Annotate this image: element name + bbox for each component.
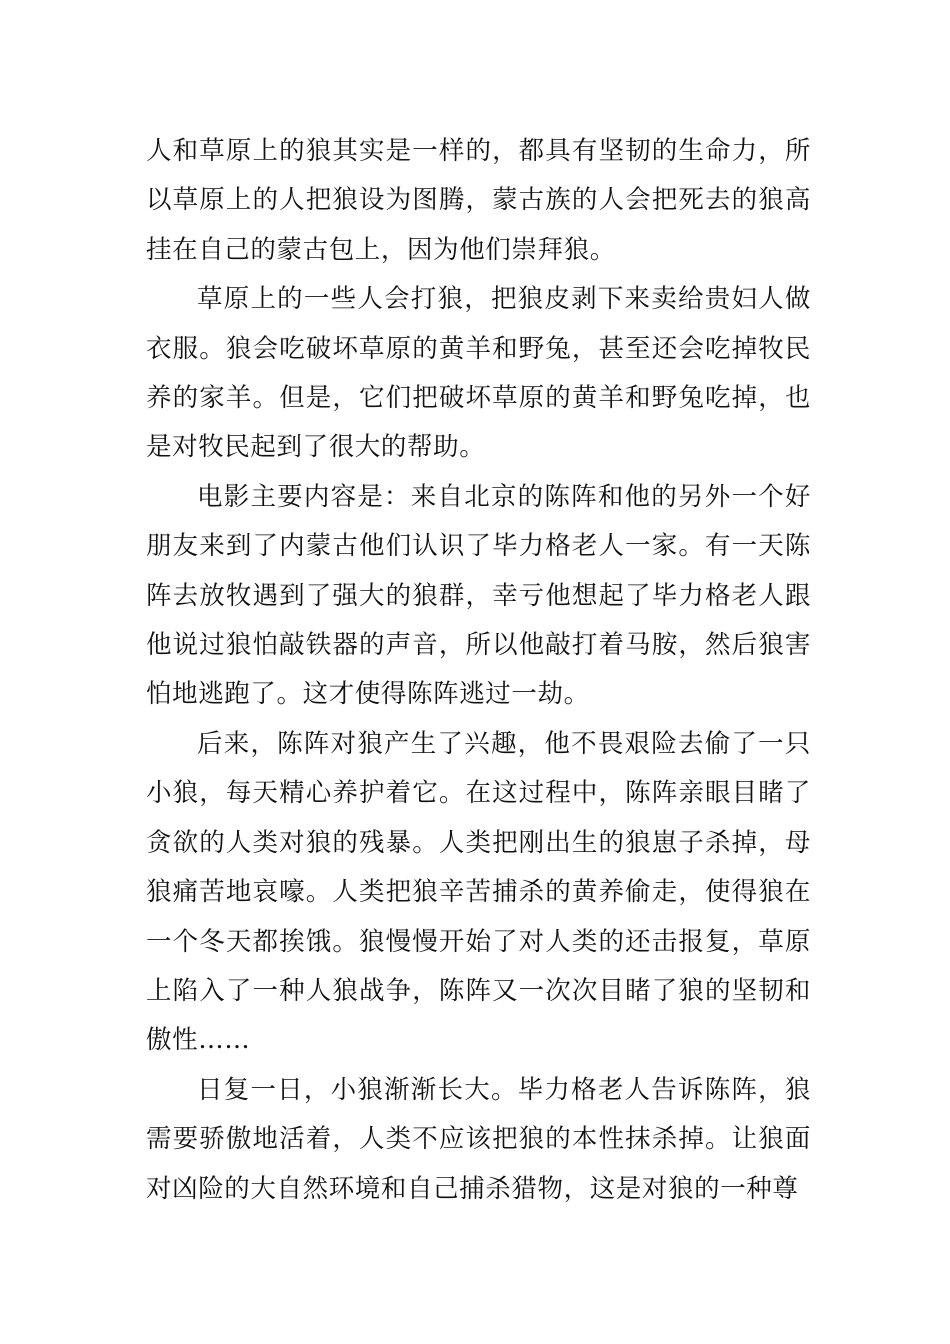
body-text: [146, 127, 811, 1214]
paragraph-4: 后来，陈阵对狼产生了兴趣，他不畏艰险去偷了一只小狼，每天精心养护着它。在这过程中，陈阵亲眼目睹了贪欲的人类对狼的残暴。人类把刚出生的狼崽子杀掉，母狼痛苦地哀嚎。人类把狼辛苦捕杀的黄养偷走，使得狼在一个冬天都挨饿。狼慢慢开始了对人类的还击报复，草原上陷入了一种人狼战争，陈阵又一次次目睹了狼的坚韧和傲性……: [146, 728, 811, 1056]
paragraph-2: 草原上的一些人会打狼，把狼皮剥下来卖给贵妇人做衣服。狼会吃破坏草原的黄羊和野兔，甚至还会吃掉牧民养的家羊。但是，它们把破坏草原的黄羊和野兔吃掉，也是对牧民起到了很大的帮助。: [146, 284, 811, 463]
paragraph-5: 日复一日，小狼渐渐长大。毕力格老人告诉陈阵，狼需要骄傲地活着，人类不应该把狼的本性抹杀掉。让狼面对凶险的大自然环境和自己捕杀猎物，这是对狼的一种尊: [146, 1074, 811, 1204]
paragraph-1: 人和草原上的狼其实是一样的，都具有坚韧的生命力，所以草原上的人把狼设为图腾，蒙古族的人会把死去的狼高挂在自己的蒙古包上，因为他们崇拜狼。: [146, 136, 811, 265]
paragraph-3: 电影主要内容是：来自北京的陈阵和他的另外一个好朋友来到了内蒙古他们认识了毕力格老人一家。有一天陈阵去放牧遇到了强大的狼群，幸亏他想起了毕力格老人跟他说过狼怕敲铁器的声音，所以他敲打着马胺，然后狼害怕地逃跑了。这才使得陈阵逃过一劫。: [146, 481, 811, 710]
